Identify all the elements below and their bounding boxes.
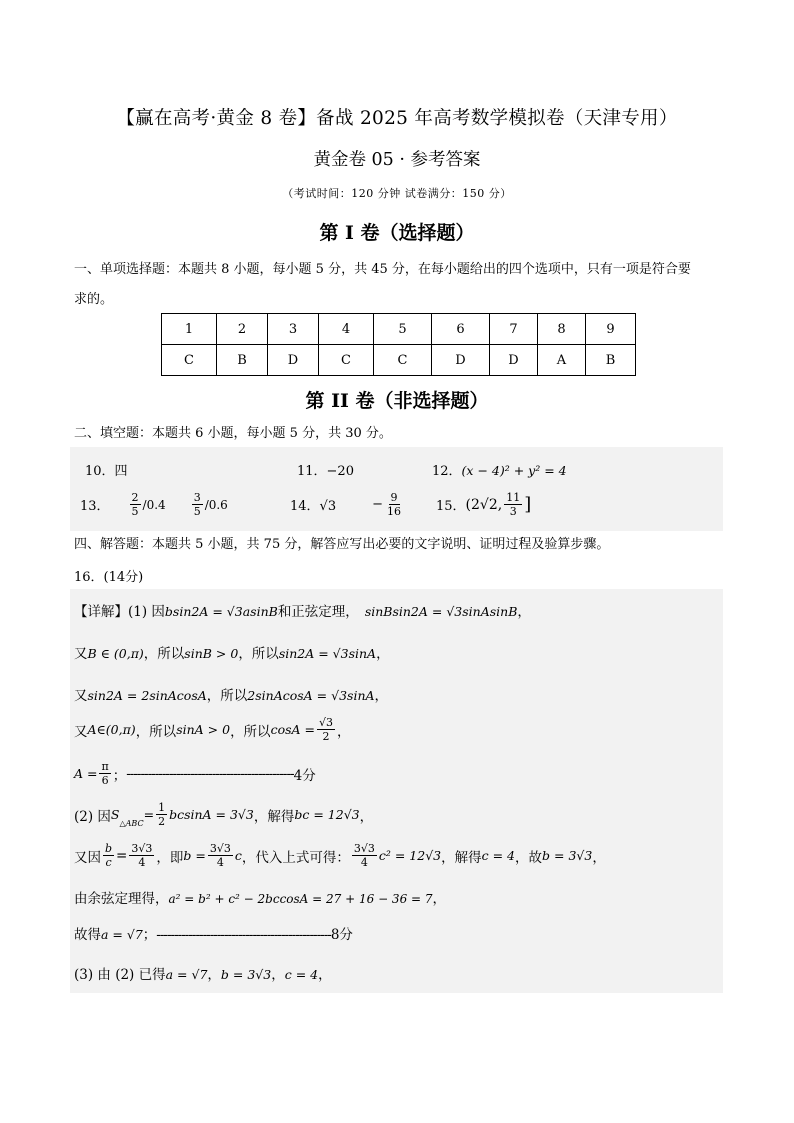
table-cell-answer: D [432, 345, 490, 376]
frac-numerator: √3 [318, 716, 333, 729]
score-label: 4分 [293, 767, 316, 784]
text: ， [592, 849, 606, 866]
answer-q13-alt-b: /0.6 [204, 497, 228, 512]
text: = [116, 847, 128, 864]
text: ，所以 [238, 646, 279, 662]
document-title: 【赢在高考·黄金 8 卷】备战 2025 年高考数学模拟卷（天津专用） [116, 108, 678, 129]
formula: c [234, 848, 242, 863]
answer-table-answer-row [162, 345, 636, 376]
text: 又因 [74, 849, 101, 866]
frac-numerator: 3√3 [353, 842, 375, 855]
formula: b = 3√3 [220, 967, 272, 982]
frac-numerator: 2 [131, 491, 139, 504]
frac-denominator: 2 [158, 815, 166, 828]
fraction [99, 760, 110, 787]
formula: sinBsin2A = √3sinAsinB [364, 604, 518, 619]
solution-line-2 [74, 642, 390, 662]
exam-info: （考试时间：120 分钟 试卷满分：150 分） [282, 187, 512, 200]
score-dashes: ----------------------------------------------- [126, 765, 294, 782]
answer-q10: 10．四 [85, 464, 128, 479]
table-cell-answer: D [490, 345, 538, 376]
answer-q14-label: 14．√3 [290, 499, 337, 514]
solution-line-8 [74, 887, 446, 907]
formula: cosA = [270, 722, 315, 737]
text: (2) 因 [74, 808, 111, 825]
table-cell-answer: C [374, 345, 432, 376]
formula: sinA > 0 [176, 722, 231, 737]
fraction [129, 842, 154, 869]
text: ，故 [515, 849, 543, 866]
solution-line-1 [74, 600, 531, 620]
frac-denominator: 5 [131, 505, 139, 518]
table-cell-answer: D [268, 345, 319, 376]
text: (3) 由 (2) 已得 [74, 967, 166, 983]
frac-numerator: b [105, 842, 113, 855]
table-cell-answer: A [538, 345, 586, 376]
table-cell-number: 4 [319, 314, 374, 345]
frac-numerator: 3√3 [131, 842, 153, 855]
answer-q13-label: 13． [80, 499, 110, 514]
table-cell-number: 2 [217, 314, 268, 345]
formula: sin2A = √3sinA [278, 646, 377, 661]
text: ， [517, 604, 531, 620]
text: ，即 [156, 849, 184, 866]
formula: c = 4 [284, 967, 319, 982]
text: ； [112, 767, 127, 784]
formula: bcsinA = 3√3 [169, 807, 254, 822]
frac-denominator: 2 [322, 730, 330, 743]
score-dashes: ------------------------------------------------- [156, 927, 331, 943]
formula: a = √7 [165, 967, 208, 982]
answer-q15-label: 15． [436, 499, 466, 514]
answer-q12-expr: (x − 4)² + y² = 4 [461, 463, 567, 478]
table-cell-number: 7 [490, 314, 538, 345]
text: 又 [74, 646, 88, 662]
formula: 2sinAcosA = √3sinA [247, 688, 375, 703]
text: ，所以 [135, 723, 177, 740]
text: ，所以 [206, 688, 248, 704]
solution-line-10 [74, 963, 332, 983]
formula: sin2A = 2sinAcosA [87, 688, 207, 703]
text: ，解得 [253, 808, 295, 825]
fill-instruction: 二、填空题：本题共 6 小题，每小题 5 分，共 30 分。 [74, 426, 392, 441]
score-label: 8分 [330, 927, 353, 943]
answer-q12-label: 12． [432, 464, 462, 479]
table-cell-answer: C [162, 345, 217, 376]
text: 【详解】(1) 因 [74, 604, 165, 620]
text: 由余弦定理得， [74, 891, 169, 907]
fraction [317, 716, 335, 743]
fill-answers-box [70, 447, 723, 531]
formula: c = 4 [481, 848, 516, 863]
frac-denominator: 4 [216, 856, 224, 869]
text: ，所以 [143, 646, 185, 662]
text: 故得 [74, 927, 101, 943]
fraction [208, 842, 233, 869]
solution-line-5 [74, 760, 316, 787]
answer-q15-frac [504, 491, 522, 518]
answer-q15 [436, 491, 531, 518]
solution-line-3 [74, 684, 388, 704]
formula: b = 3√3 [542, 848, 593, 863]
table-cell-number: 8 [538, 314, 586, 345]
answer-q11: 11．−20 [297, 464, 354, 479]
text: ， [374, 688, 389, 704]
formula: S [110, 807, 120, 822]
answer-q14-sign: − [372, 497, 384, 512]
document-subtitle: 黄金卷 05 · 参考答案 [313, 150, 481, 170]
formula: b = [183, 848, 206, 863]
frac-denominator: 5 [193, 505, 201, 518]
frac-denominator: 4 [138, 856, 146, 869]
part1-instruction-line1: 一、单项选择题：本题共 8 小题，每小题 5 分，共 45 分，在每小题给出的四个选项中，只有一项是符合要 [74, 262, 691, 277]
subscript: △ABC [119, 819, 144, 828]
formula: A∈(0,π) [87, 722, 136, 737]
solution-line-7 [74, 842, 606, 869]
text: ， [318, 967, 332, 983]
text: 和正弦定理， [277, 604, 359, 620]
text: ， [271, 967, 285, 983]
table-cell-answer: B [586, 345, 636, 376]
text: ， [359, 808, 374, 825]
frac-numerator: π [101, 760, 109, 773]
formula: bsin2A = √3asinB [164, 604, 278, 619]
answer-q13-alt-a: /0.4 [142, 497, 166, 512]
formula: B ∈ (0,π) [87, 646, 144, 661]
text: ，解得 [441, 849, 482, 866]
answer-q14 [290, 491, 405, 518]
text: 又 [74, 723, 88, 740]
frac-denominator: 6 [101, 774, 109, 787]
text: ， [207, 967, 221, 983]
fraction [103, 842, 114, 869]
formula: bc = 12√3 [294, 807, 360, 822]
answer-table-number-row [162, 314, 636, 345]
frac-numerator: 3 [193, 491, 201, 504]
text: 又 [74, 688, 88, 704]
frac-numerator: 3√3 [209, 842, 231, 855]
table-cell-number: 3 [268, 314, 319, 345]
solution-line-9 [74, 923, 353, 943]
answer-q15-left: (2√2, [465, 496, 503, 513]
formula: sinB > 0 [184, 646, 239, 661]
formula: a² = b² + c² − 2bccosA = 27 + 16 − 36 = 7 [168, 892, 433, 906]
fraction [156, 801, 167, 828]
table-cell-number: 6 [432, 314, 490, 345]
formula: A = [74, 766, 98, 781]
answer-table [161, 313, 636, 376]
frac-denominator: 3 [509, 505, 517, 518]
solve-instruction: 四、解答题：本题共 5 小题，共 75 分，解答应写出必要的文字说明、证明过程及验算步骤。 [74, 537, 610, 552]
frac-denominator: 4 [360, 856, 368, 869]
formula: = [143, 807, 155, 822]
formula: c² = 12√3 [378, 848, 442, 863]
answer-q15-right: ] [524, 494, 532, 515]
part1-instruction-line2: 求的。 [74, 292, 114, 307]
frac-numerator: 1 [158, 801, 166, 814]
answer-q14-frac [385, 491, 403, 518]
frac-numerator: 9 [390, 491, 398, 504]
q16-heading: 16．(14分) [74, 570, 144, 585]
answer-q13-frac-b [192, 491, 203, 518]
table-cell-number: 9 [586, 314, 636, 345]
table-cell-answer: C [319, 345, 374, 376]
answer-q12 [432, 460, 567, 479]
text: ， [337, 723, 351, 740]
solution-line-4 [74, 716, 351, 743]
frac-denominator: 16 [387, 505, 402, 518]
table-cell-number: 5 [374, 314, 432, 345]
text: ； [142, 927, 157, 943]
table-cell-answer: B [217, 345, 268, 376]
solution-line-6 [74, 801, 373, 828]
fraction [352, 842, 377, 869]
text: ，代入上式可得： [241, 849, 350, 866]
answer-q13 [80, 491, 228, 518]
text: ， [376, 646, 390, 662]
text: ，所以 [230, 723, 271, 740]
formula: a = √7 [101, 927, 143, 942]
frac-numerator: 11 [506, 491, 521, 504]
answer-q13-frac-a [130, 491, 141, 518]
text: ， [432, 891, 447, 907]
table-cell-number: 1 [162, 314, 217, 345]
frac-denominator: c [105, 856, 112, 869]
part1-heading: 第 I 卷（选择题） [319, 222, 475, 244]
part2-heading: 第 II 卷（非选择题） [305, 390, 489, 412]
